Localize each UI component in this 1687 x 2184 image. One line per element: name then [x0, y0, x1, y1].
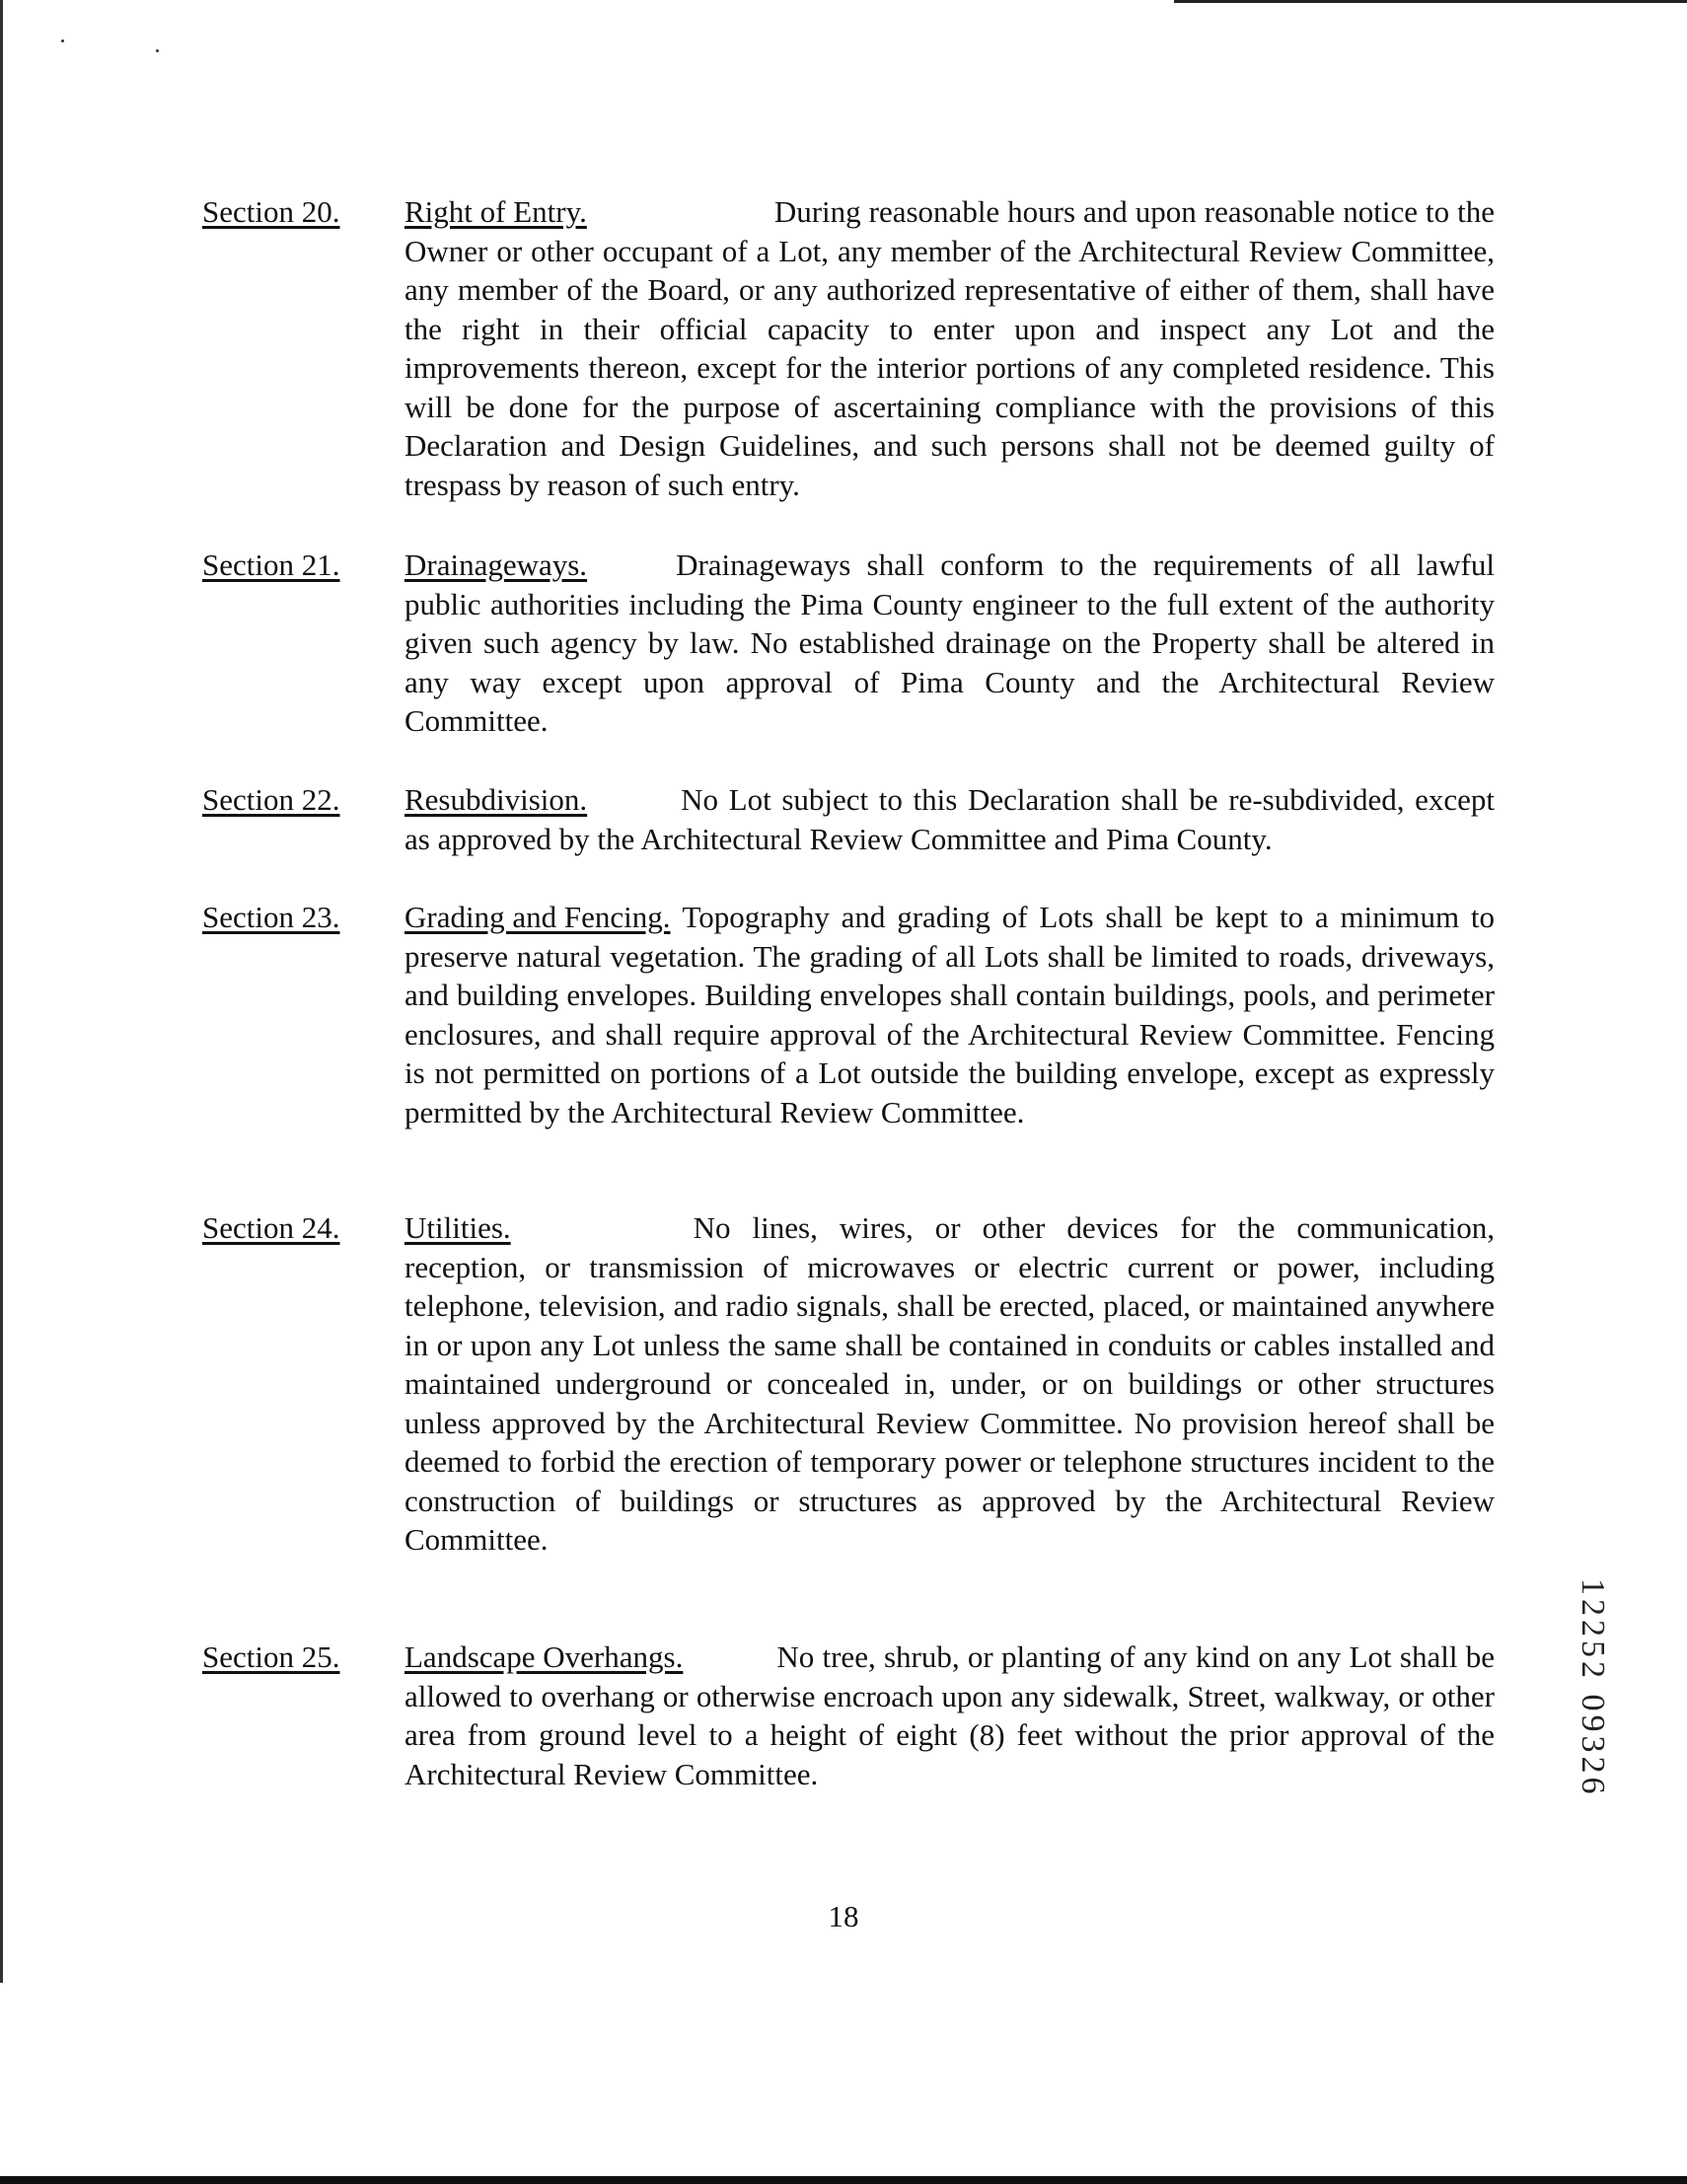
- scan-speck: [61, 39, 64, 42]
- section-text: During reasonable hours and upon reasonable notice to the Owner or other occupant of a Lot, any member of the Architectural Review Committee, any member of the Board, or any authorized representative of either of them, shall have the right in their official capacity to enter upon and inspect any Lot and the improvements thereon, except for the interior portions of any completed residence. This will be done for the purpose of ascertaining compliance with the provisions of this Declaration and Design Guidelines, and such persons shall not be deemed guilty of trespass by reason of such entry.: [404, 194, 1495, 502]
- section-body: [404, 1638, 1495, 1793]
- scan-edge-left: [0, 0, 3, 1983]
- section-text: No Lot subject to this Declaration shall be re-subdivided, except as approved by the Architectural Review Committee and Pima County.: [404, 782, 1495, 856]
- section-text: No lines, wires, or other devices for the communication, reception, or transmission of microwaves or electric current or power, including telephone, television, and radio signals, shall be erected, placed, or maintained anywhere in or upon any Lot unless the same shall be contained in conduits or cables installed and maintained underground or concealed in, under, or on buildings or other structures unless approved by the Architectural Review Committee. No provision hereof shall be deemed to forbid the erection of temporary power or telephone structures incident to the construction of buildings or structures as approved by the Architectural Review Committee.: [404, 1210, 1495, 1557]
- scan-edge-bottom: [0, 2176, 1687, 2184]
- section-label: Section 22.: [202, 782, 340, 817]
- section-label: Section 24.: [202, 1210, 340, 1245]
- section-label: Section 20.: [202, 194, 340, 229]
- section-body: [404, 546, 1495, 741]
- section-text: No tree, shrub, or planting of any kind on any Lot shall be allowed to overhang or otherwise encroach upon any sidewalk, Street, walkway, or other area from ground level to a height of eight (8) feet without the prior approval of the Architectural Review Committee.: [404, 1639, 1495, 1791]
- section-body: [404, 780, 1495, 858]
- section-title: Drainageways.: [404, 547, 588, 582]
- section-body: [404, 1208, 1495, 1560]
- section-title: Resubdivision.: [404, 782, 588, 817]
- scan-edge-top: [1174, 0, 1687, 3]
- margin-recording-stamp: 12252 09326: [1575, 1578, 1611, 1798]
- section-title: Utilities.: [404, 1210, 511, 1245]
- section-title: Grading and Fencing.: [404, 900, 671, 934]
- scan-speck: [156, 49, 159, 52]
- page-number: 18: [828, 1899, 859, 1933]
- section-title: Landscape Overhangs.: [404, 1639, 684, 1674]
- section-body: [404, 192, 1495, 504]
- section-label: Section 25.: [202, 1639, 340, 1674]
- section-body: [404, 898, 1495, 1131]
- section-text: Topography and grading of Lots shall be kept to a minimum to preserve natural vegetation. The grading of all Lots shall be limited to roads, driveways, and building envelopes. Building envelopes shall contain buildings, pools, and perimeter enclosures, and shall require approval of the Architectural Review Committee. Fencing is not permitted on portions of a Lot outside the building envelope, except as expressly permitted by the Architectural Review Committee.: [404, 900, 1495, 1129]
- section-title: Right of Entry.: [404, 194, 587, 229]
- section-label: Section 21.: [202, 547, 340, 582]
- section-text: Drainageways shall conform to the requirements of all lawful public authorities including the Pima County engineer to the full extent of the authority given such agency by law. No established drainage on the Property shall be altered in any way except upon approval of Pima County and the Architectural Review Committee.: [404, 547, 1495, 738]
- section-label: Section 23.: [202, 900, 340, 934]
